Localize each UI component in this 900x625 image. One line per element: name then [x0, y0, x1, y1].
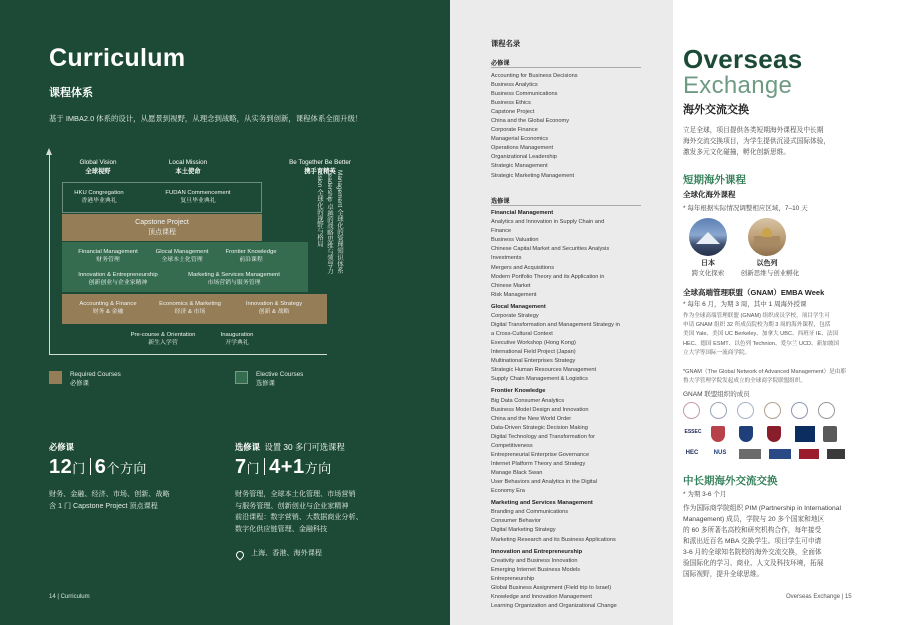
course-category: Innovation and Entrepreneurship: [491, 548, 583, 555]
logo-row-3: [683, 448, 848, 462]
legend-elective: Elective Courses 选修课: [256, 371, 304, 387]
legend-elective-swatch: [235, 371, 248, 384]
university-logo: [710, 402, 727, 419]
vision-local: Local Mission 本土使命: [168, 159, 208, 175]
university-logo: [818, 402, 835, 419]
long-term-head: 中长期海外交流交换: [683, 475, 778, 487]
course-item: Analytics and Innovation in Supply Chain and: [491, 219, 605, 226]
global-course-note: * 每年根据实际情况调整相应区域，7–10 天: [683, 205, 808, 212]
logo-row-2: [683, 426, 848, 444]
course-item: International Field Project (Japan): [491, 349, 576, 356]
course-item: a Cross-Cultural Context: [491, 331, 553, 338]
course-item: Finance: [491, 228, 512, 235]
gnam-head: 全球高端管理联盟（GNAM）EMBA Week: [683, 288, 825, 297]
course-category: Glocal Management: [491, 303, 546, 310]
elective-glocal: Glocal Management 全球本土化管理: [155, 249, 209, 264]
course-item: Economy Era: [491, 488, 525, 495]
required-economics: Economics & Marketing 经济 & 市场: [159, 301, 221, 316]
global-course-head: 全球化海外课程: [683, 190, 736, 199]
course-item: Consumer Behavior: [491, 518, 541, 525]
course-item: Chinese Market: [491, 282, 531, 289]
course-item: Creativity and Business Innovation: [491, 557, 578, 564]
course-category: Marketing and Services Management: [491, 500, 593, 507]
course-item: Entrepreneurial Enterprise Governance: [491, 451, 590, 458]
university-logo: [711, 426, 725, 442]
course-item: Corporate Strategy: [491, 312, 539, 319]
essec-logo: ESSEC: [684, 429, 702, 435]
course-item: Knowledge and Innovation Management: [491, 594, 592, 601]
university-logo: [827, 449, 845, 459]
horizontal-axis: [49, 354, 327, 355]
university-logo: [683, 402, 700, 419]
gnam-footnote: *GNAM（The Global Network of Advanced Management）是由耶 鲁大学管理学院发起成立的全球商学院联盟组织。: [683, 369, 846, 385]
course-item: Business Valuation: [491, 237, 539, 244]
course-item: Managerial Economics: [491, 136, 549, 143]
course-item: Emerging Internet Business Models: [491, 566, 581, 573]
page-title: Curriculum: [49, 44, 186, 72]
pre-course: Pre-course & Orientation 新生入学营: [130, 332, 196, 347]
hku-congregation: HKU Congregation 香港毕业典礼: [74, 190, 124, 205]
elective-list-head: 选修课: [491, 198, 510, 205]
course-item: Chinese Capital Market and Securities Analysis: [491, 246, 610, 253]
long-term-note: * 为期 3-6 个月: [683, 491, 727, 498]
intro-text: 基于 IMBA2.0 体系的设计，从愿景到视野，从理念到战略，从实务到创新，课程体系全面升级！: [49, 114, 363, 123]
course-item: Digital Technology and Transformation for: [491, 433, 595, 440]
footer-left: 14 | Curriculum: [49, 594, 90, 600]
course-item: Business Model Design and Innovation: [491, 406, 589, 413]
course-item: Corporate Finance: [491, 127, 538, 134]
university-logo: [737, 402, 754, 419]
course-item: China and the Global Economy: [491, 118, 570, 125]
required-accounting: Accounting & Finance 财务 & 金融: [79, 301, 137, 316]
lbs-logo: [795, 426, 815, 442]
course-item: Entrepreneurship: [491, 575, 535, 582]
course-item: User Behaviors and Analytics in the Digital: [491, 479, 597, 486]
course-item: Strategic Management: [491, 163, 548, 170]
course-item: Learning Organization and Organizational Change: [491, 603, 617, 610]
vertical-management: Management 全球化的管理知识体系: [336, 170, 343, 274]
vision-together: Be Together Be Better 携手育精英: [289, 159, 351, 175]
university-logo: [791, 402, 808, 419]
overseas-exchange-page: [673, 0, 900, 625]
elective-financial: Financial Management 财务管理: [78, 249, 138, 264]
inauguration: Inauguration 开学典礼: [220, 332, 254, 347]
exchange-title: Exchange: [683, 72, 793, 99]
page-subtitle: 课程体系: [49, 87, 93, 99]
elective-innovation: Innovation & Entrepreneurship 创新创业与企业家精神: [78, 272, 158, 287]
gnam-note: * 每年 6 月，为期 3 周，其中 1 周海外授课: [683, 301, 807, 308]
gnam-desc: 作为全球高端管理联盟 (GNAM) 组织成员学校，项目学生可 申请 GNAM 组织 32 所成员院校为期 3 周的海外课程，包括 美国 Yale、美国 UC Berkeley、加拿大 UBC、西班牙 IE、法国 HEC、德国 ESMT、以色列 Technion、爱尔兰 UCD、新加坡国 立大学等国际一流商学院。: [683, 313, 840, 356]
vertical-vision: Vision 全球化的视野与格局: [316, 170, 323, 247]
course-item: Internet Platform Theory and Strategy: [491, 460, 586, 467]
elective-desc: 财务管理，全球本土化管理、市场营销 与服务管理、创新创业与企业家精神 前沿课程：数字营销、大数据商业分析、 数字化供应链管理、金融科技: [235, 490, 363, 534]
israel-desc: 创新思维与创业孵化: [740, 270, 800, 277]
long-term-desc: 作为国际商学院组织 PIM (Partnership in International Management) 成员，学院与 20 多个国家和地区 的 60 多所著名高校和研究机构合作，每年接受 和派出近百名 MBA 交换学生。项目学生可申请 3-6 月的全球知名院校的海外交流交换，全面体 验国际化的学习、商业、人文及科技环境，拓展 国际视野，提升全球思维。: [683, 505, 841, 579]
course-item: Modern Portfolio Theory and its Application in: [491, 273, 605, 280]
legend-required-swatch: [49, 371, 62, 384]
course-item: Mergers and Acquisitions: [491, 264, 555, 271]
course-item: Supply Chain Management & Logistics: [491, 376, 588, 383]
required-desc: 财务、金融、经济、市场、创新、战略 含 1 门 Capstone Project 顶点课程: [49, 490, 170, 510]
hec-logo: HEC: [685, 450, 699, 456]
university-logo: [739, 426, 753, 442]
university-logo: [767, 426, 781, 442]
course-item: Big Data Consumer Analytics: [491, 397, 565, 404]
course-category: Financial Management: [491, 210, 554, 216]
required-summary-head: 必修课: [49, 442, 74, 452]
elective-frontier: Frontier Knowledge 前沿课程: [225, 249, 277, 264]
divider: [491, 205, 641, 206]
university-logo: [769, 449, 791, 459]
required-course-list: [491, 72, 578, 181]
nus-logo: NUS: [713, 450, 727, 456]
axis-arrow: [46, 148, 52, 155]
course-item: Organizational Leadership: [491, 154, 557, 161]
elective-marketing: Marketing & Services Management 市场营销与服务管理: [188, 272, 280, 287]
course-category: Frontier Knowledge: [491, 388, 546, 395]
course-item: Digital Transformation and Management Strategy in: [491, 322, 620, 328]
course-item: Competitiveness: [491, 442, 533, 449]
course-item: Risk Management: [491, 291, 537, 298]
short-term-head: 短期海外课程: [683, 174, 746, 186]
capstone-label: Capstone Project 顶点课程: [135, 219, 189, 236]
course-item: Business Analytics: [491, 82, 538, 89]
course-item: Business Communications: [491, 91, 558, 98]
course-list-title: 课程名录: [491, 39, 521, 48]
japan-image: [689, 218, 727, 256]
course-item: Business Ethics: [491, 100, 531, 107]
exchange-intro: 立足全球，项目提供各类短期海外课程及中长期 海外交流交换项目，为学生提供沉浸式国际体验， 激发多元文化碰撞，孵化创新思维。: [683, 127, 831, 157]
course-item: Strategic Marketing Management: [491, 172, 575, 179]
elective-count: 7门 4+1方向: [235, 456, 332, 478]
location-pin-icon: [234, 549, 245, 560]
vision-global: Global Vision 全球视野: [79, 159, 117, 175]
logo-row-1: [683, 402, 843, 422]
divider: [491, 67, 641, 68]
course-item: Multinational Enterprises Strategy: [491, 358, 576, 365]
course-item: Operations Management: [491, 145, 554, 152]
israel-image: [748, 218, 786, 256]
elective-summary-head: 选修课 设置 30 多门可选课程: [235, 442, 345, 452]
course-item: Investments: [491, 255, 522, 262]
course-item: Digital Marketing Strategy: [491, 527, 556, 534]
course-item: Data-Driven Strategic Decision Making: [491, 424, 588, 431]
japan-desc: 跨文化探索: [691, 270, 725, 277]
location-text: 上海、香港、海外课程: [251, 549, 322, 557]
members-title: GNAM 联盟组织的成员: [683, 391, 750, 398]
course-item: Marketing Research and its Business Applications: [491, 536, 616, 543]
course-item: Manage Black Swan: [491, 469, 543, 476]
course-list-column: [450, 0, 673, 625]
footer-right: Overseas Exchange | 15: [786, 594, 852, 600]
required-list-head: 必修课: [491, 60, 510, 67]
university-logo: [764, 402, 781, 419]
vertical-leadership: Leadership 卓越的战略思维与领导力: [326, 170, 333, 274]
university-logo: [823, 426, 837, 442]
legend-required: Required Courses 必修课: [70, 371, 121, 387]
elective-course-list: [491, 209, 620, 611]
overseas-title: Overseas: [683, 44, 803, 74]
israel-name: 以色列: [756, 260, 778, 267]
japan-name: 日本: [701, 260, 715, 267]
course-item: Capstone Project: [491, 109, 535, 116]
course-item: Branding and Communications: [491, 509, 569, 516]
course-item: Executive Workshop (Hong Kong): [491, 340, 576, 347]
vertical-axis: [49, 155, 50, 354]
course-item: Accounting for Business Decisions: [491, 73, 578, 79]
university-logo: [799, 449, 819, 459]
university-logo: [739, 449, 761, 459]
required-strategy: Innovation & Strategy 创新 & 战略: [245, 301, 303, 316]
exchange-cn-title: 海外交流交换: [683, 104, 749, 116]
required-count: 12门 6个方向: [49, 456, 147, 478]
course-item: China and the New World Order: [491, 415, 572, 422]
fudan-commencement: FUDAN Commencement 复旦毕业典礼: [165, 190, 231, 205]
course-item: Global Business Assignment (Field trip to Israel): [491, 584, 612, 591]
course-item: Strategic Human Resources Management: [491, 367, 597, 374]
